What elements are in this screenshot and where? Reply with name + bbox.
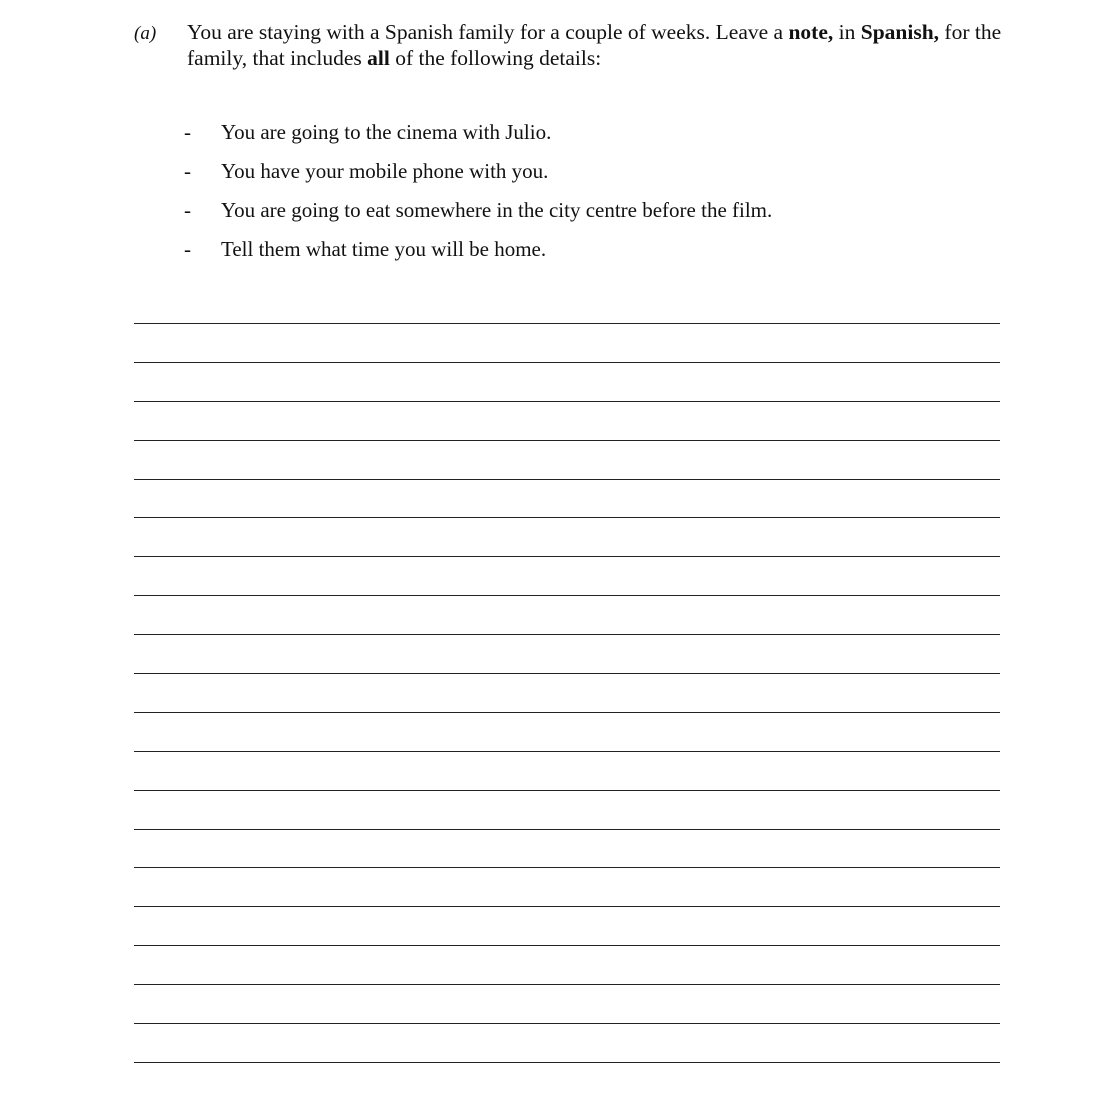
- answer-line[interactable]: [134, 1062, 1000, 1101]
- answer-line[interactable]: [134, 984, 1000, 1023]
- answer-line[interactable]: [134, 867, 1000, 906]
- answer-line[interactable]: [134, 790, 1000, 829]
- instruction-text: in: [833, 20, 861, 44]
- bullet-dash: -: [184, 120, 191, 144]
- answer-line[interactable]: [134, 1023, 1000, 1062]
- answer-line[interactable]: [134, 945, 1000, 984]
- answer-line[interactable]: [134, 595, 1000, 634]
- answer-line[interactable]: [134, 556, 1000, 595]
- answer-line[interactable]: [134, 401, 1000, 440]
- bullet-dash: -: [184, 237, 191, 261]
- answer-line[interactable]: [134, 362, 1000, 401]
- instruction-text: You are staying with a Spanish family for a couple of weeks. Leave a: [187, 20, 789, 44]
- instruction-bold-spanish: Spanish,: [860, 20, 940, 44]
- answer-line[interactable]: [134, 517, 1000, 556]
- answer-line[interactable]: [134, 906, 1000, 945]
- question-label: (a): [134, 23, 157, 44]
- instruction-bold-all: all: [367, 46, 390, 70]
- answer-area[interactable]: [134, 323, 1000, 1101]
- instruction-text: of the following details:: [389, 46, 602, 70]
- answer-line[interactable]: [134, 479, 1000, 518]
- bullet-dash: -: [184, 198, 191, 222]
- detail-text: You have your mobile phone with you.: [221, 159, 549, 183]
- detail-text: Tell them what time you will be home.: [221, 237, 547, 261]
- question-instruction: [187, 19, 1007, 71]
- detail-text: You are going to eat somewhere in the city centre before the film.: [221, 198, 773, 222]
- answer-line[interactable]: [134, 673, 1000, 712]
- detail-text: You are going to the cinema with Julio.: [221, 120, 552, 144]
- answer-line[interactable]: [134, 751, 1000, 790]
- answer-line[interactable]: [134, 634, 1000, 673]
- bullet-dash: -: [184, 159, 191, 183]
- answer-line[interactable]: [134, 440, 1000, 479]
- answer-line[interactable]: [134, 323, 1000, 362]
- instruction-text: for the family, that includes: [187, 20, 1002, 70]
- answer-line[interactable]: [134, 829, 1000, 868]
- answer-line[interactable]: [134, 712, 1000, 751]
- instruction-bold-note: note,: [788, 20, 834, 44]
